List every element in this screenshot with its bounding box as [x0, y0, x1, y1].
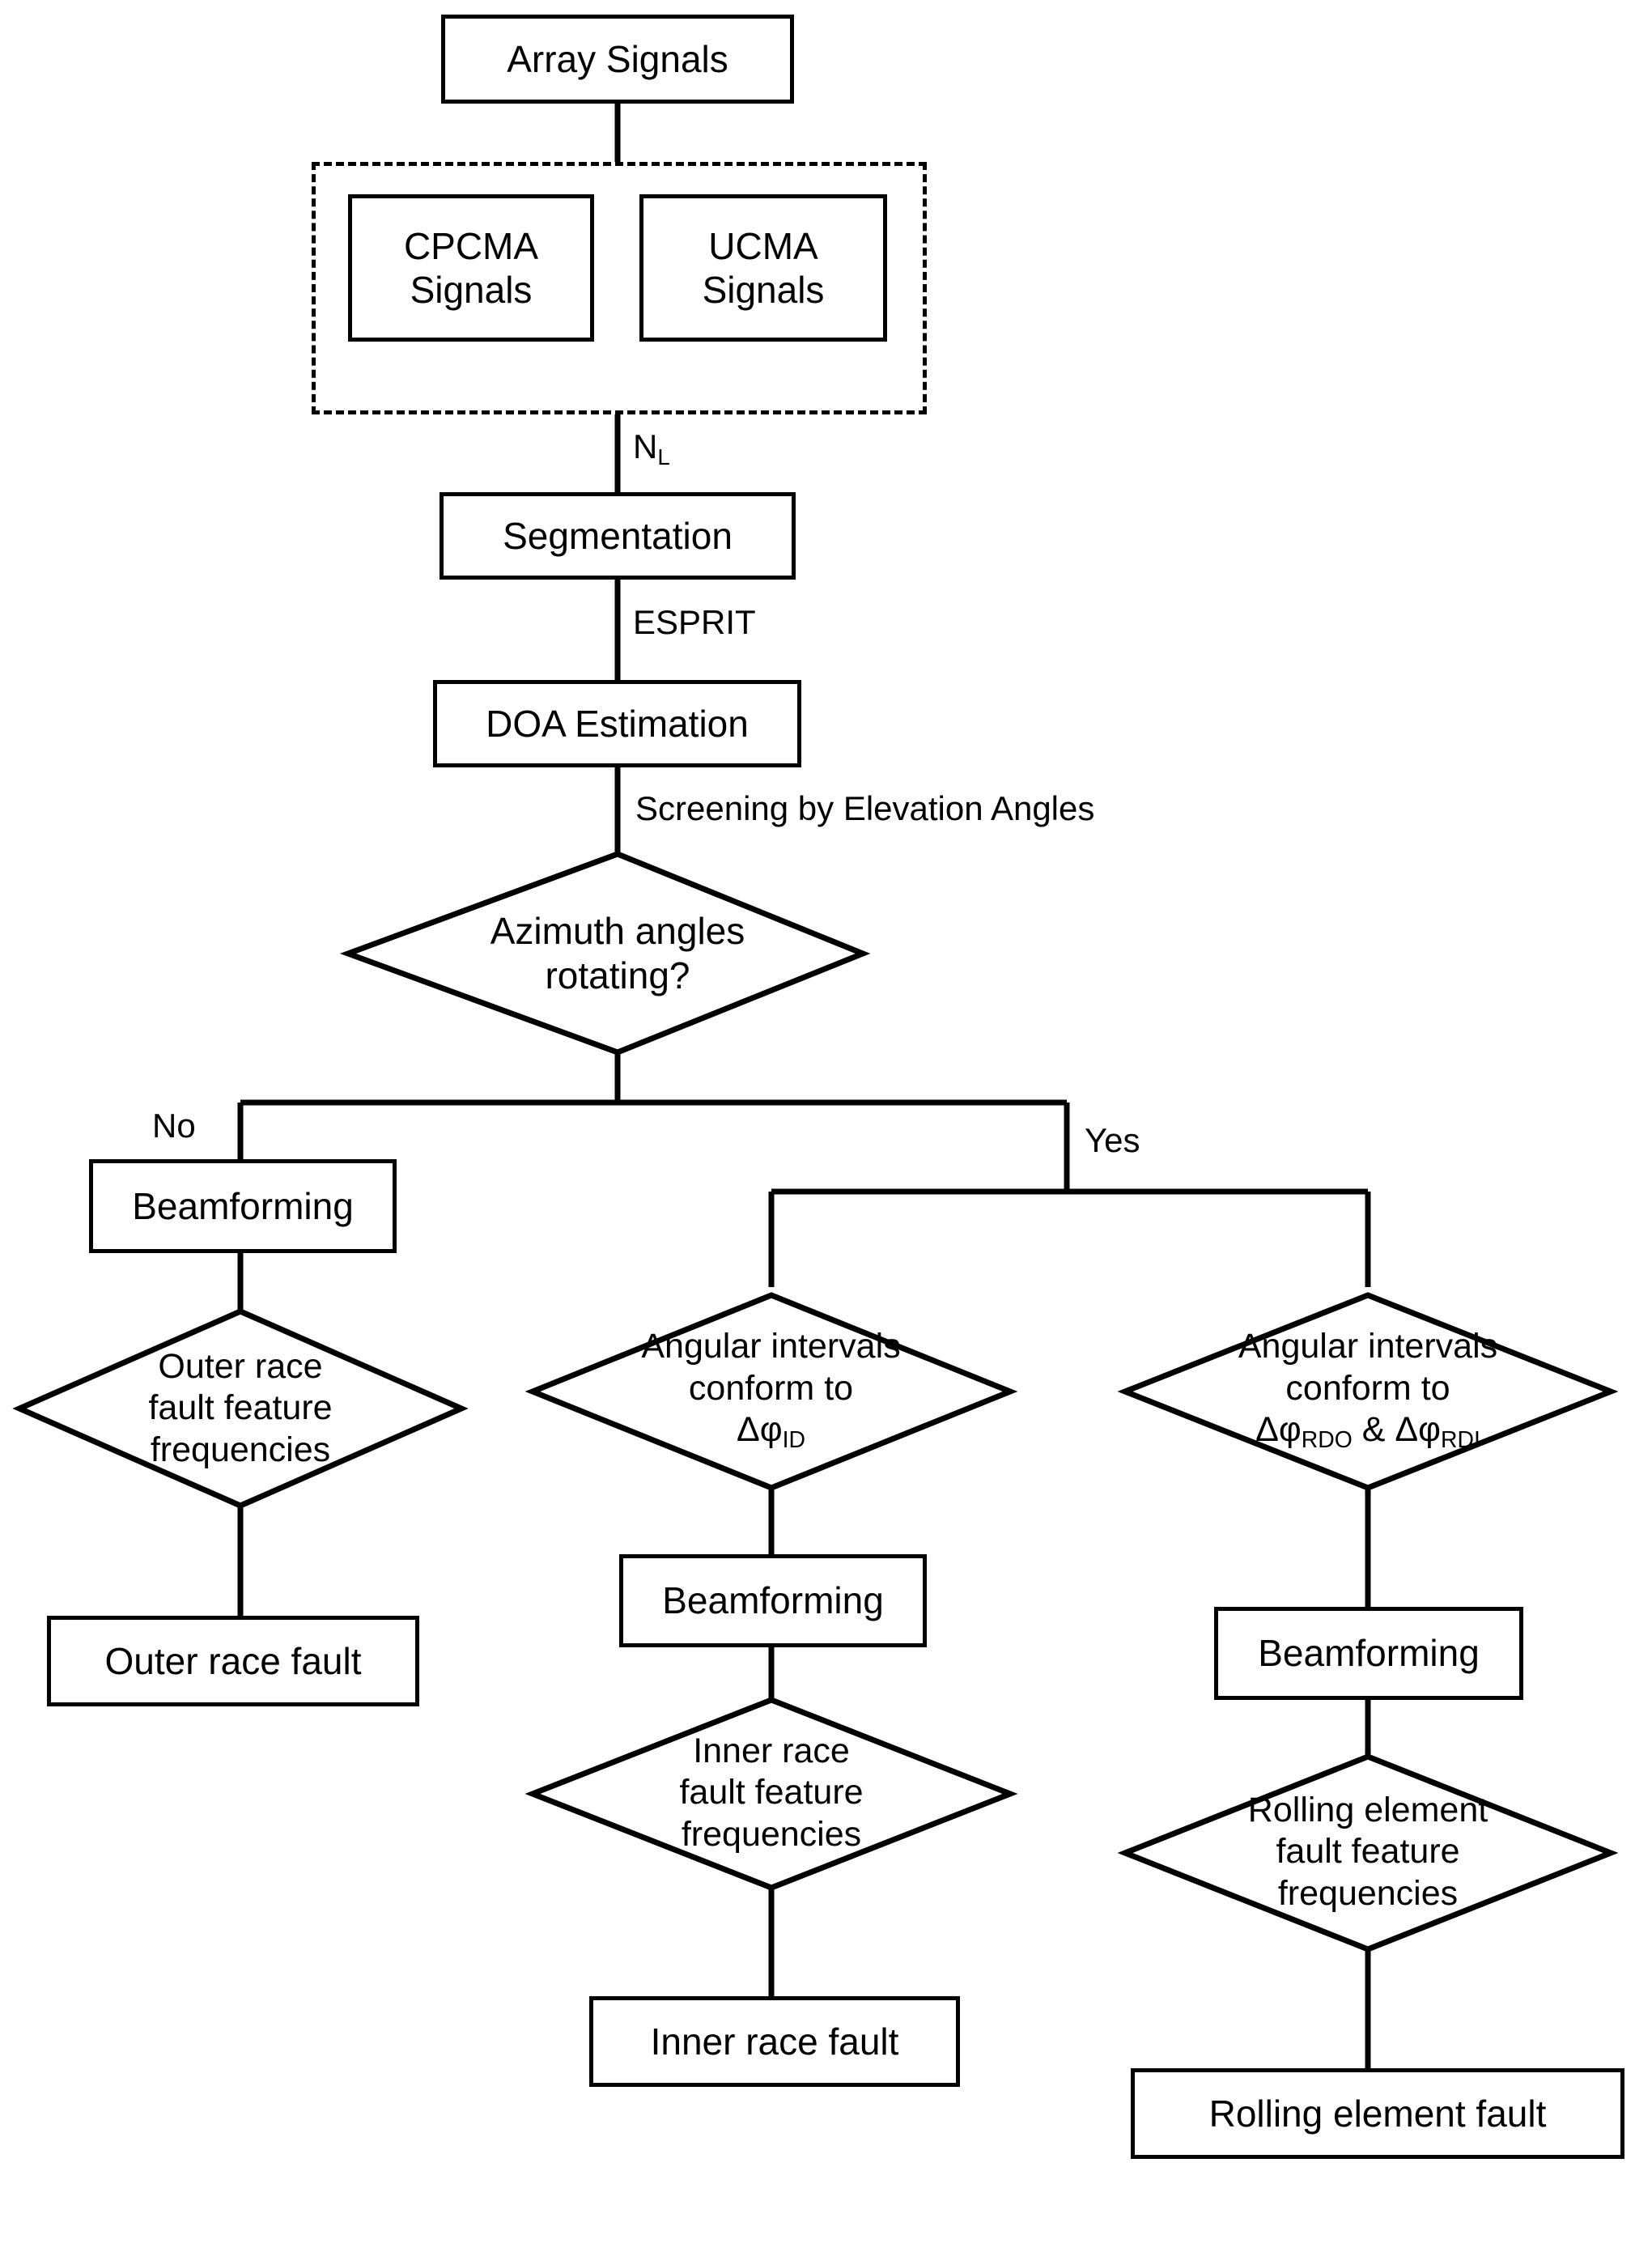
node-doa-estimation [433, 680, 801, 767]
edge-label-yes: Yes [1085, 1121, 1140, 1159]
decision-rolling-line1: Rolling element [1247, 1790, 1488, 1829]
node-array-signals-label: Array Signals [507, 37, 728, 80]
node-inner-race-fault-label: Inner race fault [650, 2020, 899, 2063]
delta-phi-rdo-sub: RDO [1301, 1427, 1353, 1454]
decision-angular-right-line2: conform to [1285, 1368, 1450, 1408]
decision-outer-line2: fault feature [148, 1388, 333, 1428]
decision-rolling-line2: fault feature [1276, 1832, 1460, 1872]
decision-angular-mid-line2: conform to [688, 1368, 854, 1408]
node-beamforming-right-label: Beamforming [1258, 1632, 1480, 1675]
edge-label-no: No [152, 1107, 196, 1145]
decision-inner-line1: Inner race [693, 1731, 850, 1770]
node-array-signals [441, 15, 794, 104]
node-doa-estimation-label: DOA Estimation [486, 702, 749, 745]
node-beamforming-mid-label: Beamforming [662, 1579, 884, 1622]
edge-label-nl-sub: L [657, 444, 670, 470]
edge-label-nl-main: N [633, 427, 658, 465]
node-cpcma-line1: CPCMA [403, 224, 539, 267]
node-beamforming-right [1214, 1607, 1523, 1700]
decision-azimuth-line1: Azimuth angles [490, 909, 745, 952]
node-outer-race-fault-label: Outer race fault [104, 1639, 362, 1682]
decision-outer-line3: frequencies [150, 1430, 331, 1469]
edge-label-screening: Screening by Elevation Angles [635, 789, 1095, 827]
node-segmentation-label: Segmentation [503, 514, 733, 557]
node-rolling-element-fault [1131, 2068, 1624, 2159]
node-outer-race-fault [47, 1616, 419, 1706]
decision-rolling-line3: frequencies [1277, 1873, 1459, 1913]
ampersand: & [1352, 1410, 1395, 1450]
delta-phi-rdo-main: Δφ [1255, 1410, 1302, 1450]
node-rolling-element-fault-label: Rolling element fault [1208, 2092, 1547, 2135]
delta-phi-rdi-main: Δφ [1395, 1410, 1441, 1450]
node-ucma-signals [639, 194, 887, 342]
node-beamforming-left-label: Beamforming [132, 1184, 354, 1227]
node-ucma-line1: UCMA [708, 224, 818, 267]
delta-phi-id-sub: ID [782, 1427, 805, 1454]
decision-azimuth-line2: rotating? [545, 954, 690, 996]
node-ucma-line2: Signals [702, 269, 825, 311]
node-cpcma-line2: Signals [410, 269, 533, 311]
delta-phi-rdi-sub: RDI [1440, 1427, 1480, 1454]
node-beamforming-left [89, 1159, 397, 1253]
delta-phi-id-main: Δφ [737, 1410, 783, 1450]
node-beamforming-mid [619, 1554, 927, 1647]
decision-outer-line1: Outer race [158, 1346, 323, 1386]
edge-label-esprit: ESPRIT [633, 603, 756, 641]
node-inner-race-fault [589, 1996, 960, 2087]
node-cpcma-signals [348, 194, 594, 342]
edge-label-nl [633, 427, 670, 470]
node-segmentation [440, 492, 796, 580]
decision-angular-right-line1: Angular intervals [1238, 1326, 1498, 1366]
decision-angular-mid-line1: Angular intervals [641, 1326, 901, 1366]
decision-inner-line3: frequencies [681, 1814, 862, 1854]
decision-inner-line2: fault feature [679, 1773, 864, 1812]
